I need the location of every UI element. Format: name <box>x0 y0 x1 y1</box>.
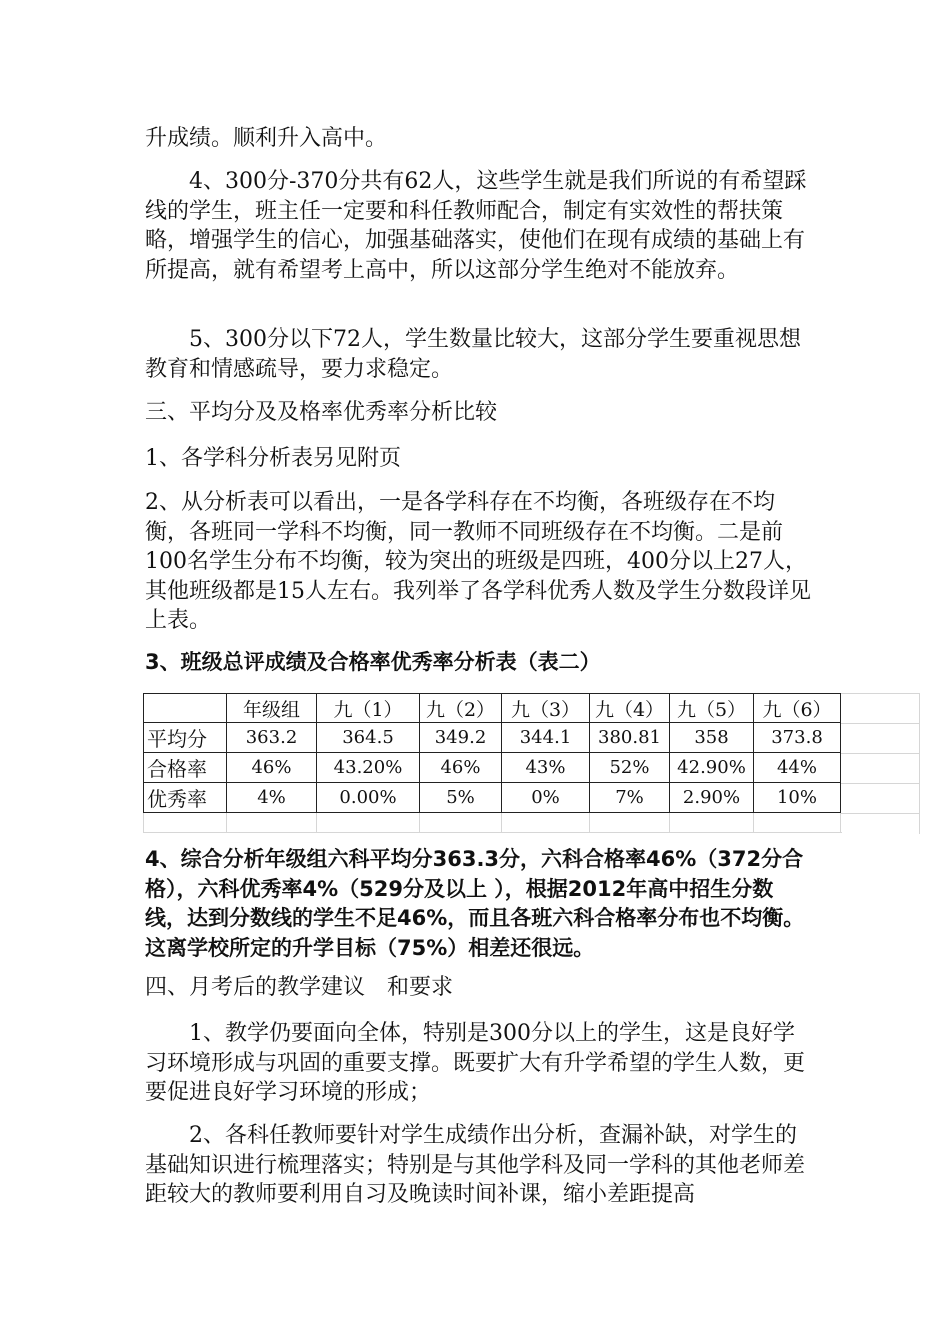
table-cell: 2.90% <box>670 783 754 813</box>
section-heading-3: 三、平均分及及格率优秀率分析比较 <box>145 400 498 425</box>
table-cell: 380.81 <box>590 723 670 753</box>
table-cell: 0% <box>502 783 590 813</box>
table-cell: 349.2 <box>420 723 502 753</box>
paragraph-item-1: 1、各学科分析表另见附页 <box>145 446 401 471</box>
table-cell: 44% <box>754 753 841 783</box>
table-header-row <box>144 694 841 723</box>
grid-line <box>419 813 420 833</box>
grid-line <box>501 813 502 833</box>
table-cell: 46% <box>420 753 502 783</box>
paragraph-item-2: 2、从分析表可以看出，一是各学科存在不均衡，各班级存在不均衡，各班同一学科不均衡，同一教师不同班级存在不均衡。二是前100名学生分布不均衡，较为突出的班级是四班，400分以上27人，其他班级都是15人左右。我列举了各学科优秀人数及学生分数段详见上表。 <box>145 490 811 633</box>
grid-line <box>226 813 227 833</box>
grid-line <box>316 813 317 833</box>
grid-line <box>143 813 842 833</box>
table-cell: 10% <box>754 783 841 813</box>
row-label: 合格率 <box>144 753 227 783</box>
grid-line <box>589 813 590 833</box>
table-cell: 4% <box>227 783 317 813</box>
table-cell: 344.1 <box>502 723 590 753</box>
table-row <box>144 783 841 813</box>
row-label: 优秀率 <box>144 783 227 813</box>
paragraph-suggestion-2: 2、各科任教师要针对学生成绩作出分析，查漏补缺，对学生的基础知识进行梳理落实；特别是与其他学科及同一学科的其他老师差距较大的教师要利用自习及晚读时间补课，缩小差距提高 <box>145 1123 806 1207</box>
class-score-table <box>143 693 841 813</box>
grid-line <box>840 723 919 724</box>
table-header-cell: 九（5） <box>670 694 754 723</box>
table-cell: 358 <box>670 723 754 753</box>
table-cell: 363.2 <box>227 723 317 753</box>
grid-line <box>840 813 919 814</box>
table-cell: 52% <box>590 753 670 783</box>
table-cell: 7% <box>590 783 670 813</box>
paragraph-continued: 升成绩。顺利升入高中。 <box>145 126 388 151</box>
row-label: 平均分 <box>144 723 227 753</box>
grid-line <box>840 783 919 784</box>
table-header-cell: 九（3） <box>502 694 590 723</box>
table-cell: 5% <box>420 783 502 813</box>
table-cell: 0.00% <box>317 783 420 813</box>
section-heading-4: 四、月考后的教学建议 和要求 <box>145 975 454 1000</box>
paragraph-suggestion-1: 1、教学仍要面向全体，特别是300分以上的学生，这是良好学习环境形成与巩固的重要支撑。既要扩大有升学希望的学生人数，更要促进良好学习环境的形成； <box>145 1021 806 1105</box>
grid-line <box>840 753 919 754</box>
table-header-cell: 九（1） <box>317 694 420 723</box>
table-header-cell <box>144 694 227 723</box>
grid-line <box>753 813 754 833</box>
paragraph-below-300: 5、300分以下72人，学生数量比较大，这部分学生要重视思想教育和情感疏导，要力求稳定。 <box>145 327 801 382</box>
table-row <box>144 753 841 783</box>
table-header-cell: 年级组 <box>227 694 317 723</box>
paragraph-300-370: 4、300分-370分共有62人，这些学生就是我们所说的有希望踩线的学生，班主任一定要和科任教师配合，制定有实效性的帮扶策略，增强学生的信心，加强基础落实，使他们在现有成绩的基础上有所提高，就有希望考上高中，所以这部分学生绝对不能放弃。 <box>145 169 807 283</box>
paragraph-summary-analysis: 4、综合分析年级组六科平均分363.3分，六科合格率46%（372分合格），六科优秀率4%（529分及以上 ），根据2012年高中招生分数线，达到分数线的学生不足46%，而且各班六科合格率分布也不均衡。这离学校所定的升学目标（75%）相差还很远。 <box>145 847 805 960</box>
table-cell: 43% <box>502 753 590 783</box>
grid-line <box>840 813 841 833</box>
table-row <box>144 723 841 753</box>
table-cell: 364.5 <box>317 723 420 753</box>
table-cell: 42.90% <box>670 753 754 783</box>
table-cell: 43.20% <box>317 753 420 783</box>
table-header-cell: 九（6） <box>754 694 841 723</box>
table-caption: 3、班级总评成绩及合格率优秀率分析表（表二） <box>145 650 601 674</box>
table-cell: 46% <box>227 753 317 783</box>
table-header-cell: 九（2） <box>420 694 502 723</box>
grid-line <box>669 813 670 833</box>
table-cell: 373.8 <box>754 723 841 753</box>
table-header-cell: 九（4） <box>590 694 670 723</box>
